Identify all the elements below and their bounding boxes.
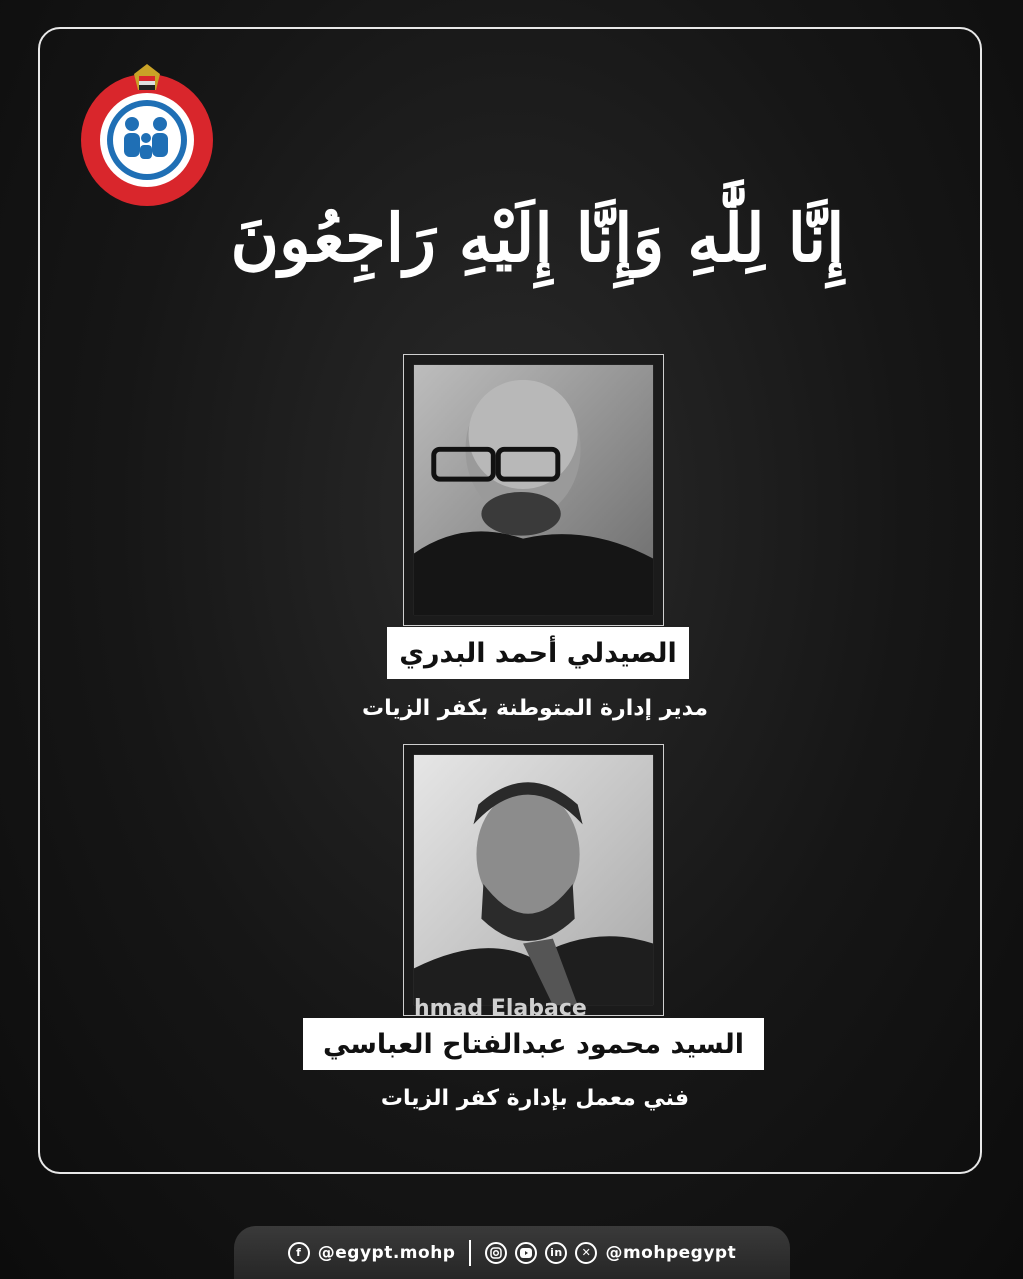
linkedin-icon[interactable]: in <box>545 1242 567 1264</box>
person-1-name: الصيدلي أحمد البدري <box>387 627 689 679</box>
ministry-logo <box>72 60 222 210</box>
person-2-name: السيد محمود عبدالفتاح العباسي <box>303 1018 764 1070</box>
youtube-icon[interactable] <box>515 1242 537 1264</box>
person-photo-2 <box>403 744 664 1016</box>
person-photo-1 <box>403 354 664 626</box>
facebook-icon[interactable]: f <box>288 1242 310 1264</box>
social-footer <box>234 1226 790 1279</box>
social-handle[interactable]: @mohpegypt <box>605 1242 737 1263</box>
person-2-role: فني معمل بإدارة كفر الزيات <box>380 1086 690 1111</box>
person-1-role: مدير إدارة المتوطنة بكفر الزيات <box>362 696 708 721</box>
photo-watermark: hmad Elabace <box>414 996 587 1016</box>
footer-divider <box>469 1240 471 1266</box>
facebook-handle[interactable]: @egypt.mohp <box>317 1242 456 1263</box>
instagram-icon[interactable] <box>485 1242 507 1264</box>
condolence-calligraphy: إِنَّا لِلَّٰهِ وَإِنَّا إِلَيْهِ رَاجِعُونَ <box>230 198 845 277</box>
x-icon[interactable]: ✕ <box>575 1242 597 1264</box>
